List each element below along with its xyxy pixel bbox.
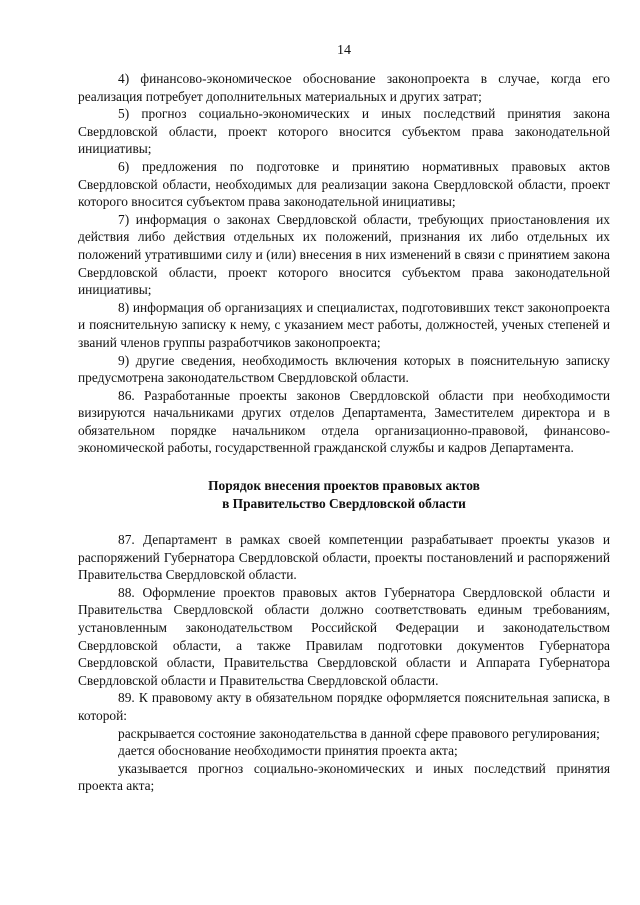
paragraph-89: 89. К правовому акту в обязательном порядке оформляется пояснительная записка, в которой: <box>78 690 610 723</box>
section-heading-line-2: в Правительство Свердловской области <box>222 496 466 512</box>
paragraph-item-8: 8) информация об организациях и специалистах, подготовивших текст законопроекта и пояснительную записку к нему, с указанием мест работы, должностей, ученых степеней и званий членов группы разработчиков законопроекта; <box>78 299 610 350</box>
page-number: 14 <box>337 43 351 58</box>
paragraph-86: 86. Разработанные проекты законов Свердловской области при необходимости визируются начальниками других отделов Департамента, Заместителем директора и в обязательном порядке начальником отдела организационно-правовой, финансово-экономической работы, государственной гражданской службы и кадров Департамента. <box>78 387 610 456</box>
paragraph-89-item-forecast: указывается прогноз социально-экономических и иных последствий принятия проекта акта; <box>78 760 610 794</box>
section-heading <box>78 477 610 513</box>
paragraph-88: 88. Оформление проектов правовых актов Губернатора Свердловской области и Правительства Свердловской области должно соответствовать единым требованиям, установленным законодательством Российской Федерации и законодательством Свердловской области, а также Правилам подготовки документов Губернатора Свердловской области, Правительства Свердловской области и Аппарата Губернатора Свердловской области и Правительства Свердловской области. <box>78 584 610 688</box>
paragraph-item-7: 7) информация о законах Свердловской области, требующих приостановления их действия либо действия отдельных их положений, признания их либо отдельных их положений утратившими силу и (или) внесения в них изменений в связи с принятием закона Свердловской области, проект которого вносится субъектом права законодательной инициативы; <box>78 211 610 298</box>
paragraph-item-6: 6) предложения по подготовке и принятию нормативных правовых актов Свердловской области, необходимых для реализации закона Свердловской области, проект которого вносится субъектом права законодательной инициативы; <box>78 158 610 210</box>
paragraph-89-item-justification: дается обоснование необходимости принятия проекта акта; <box>118 743 458 759</box>
paragraph-item-9: 9) другие сведения, необходимость включения которых в пояснительную записку предусмотрена законодательством Свердловской области. <box>78 352 610 386</box>
paragraph-87: 87. Департамент в рамках своей компетенции разрабатывает проекты указов и распоряжений Губернатора Свердловской области, проекты постановлений и распоряжений Правительства Свердловской области. <box>78 532 610 583</box>
paragraph-item-4: 4) финансово-экономическое обоснование законопроекта в случае, когда его реализация потребует дополнительных материальных и других затрат; <box>78 71 610 104</box>
section-heading-line-1: Порядок внесения проектов правовых актов <box>208 478 480 494</box>
paragraph-89-item-legislation-state: раскрывается состояние законодательства в данной сфере правового регулирования; <box>118 725 600 741</box>
paragraph-item-5: 5) прогноз социально-экономических и иных последствий принятия закона Свердловской области, проект которого вносится субъектом права законодательной инициативы; <box>78 106 610 157</box>
